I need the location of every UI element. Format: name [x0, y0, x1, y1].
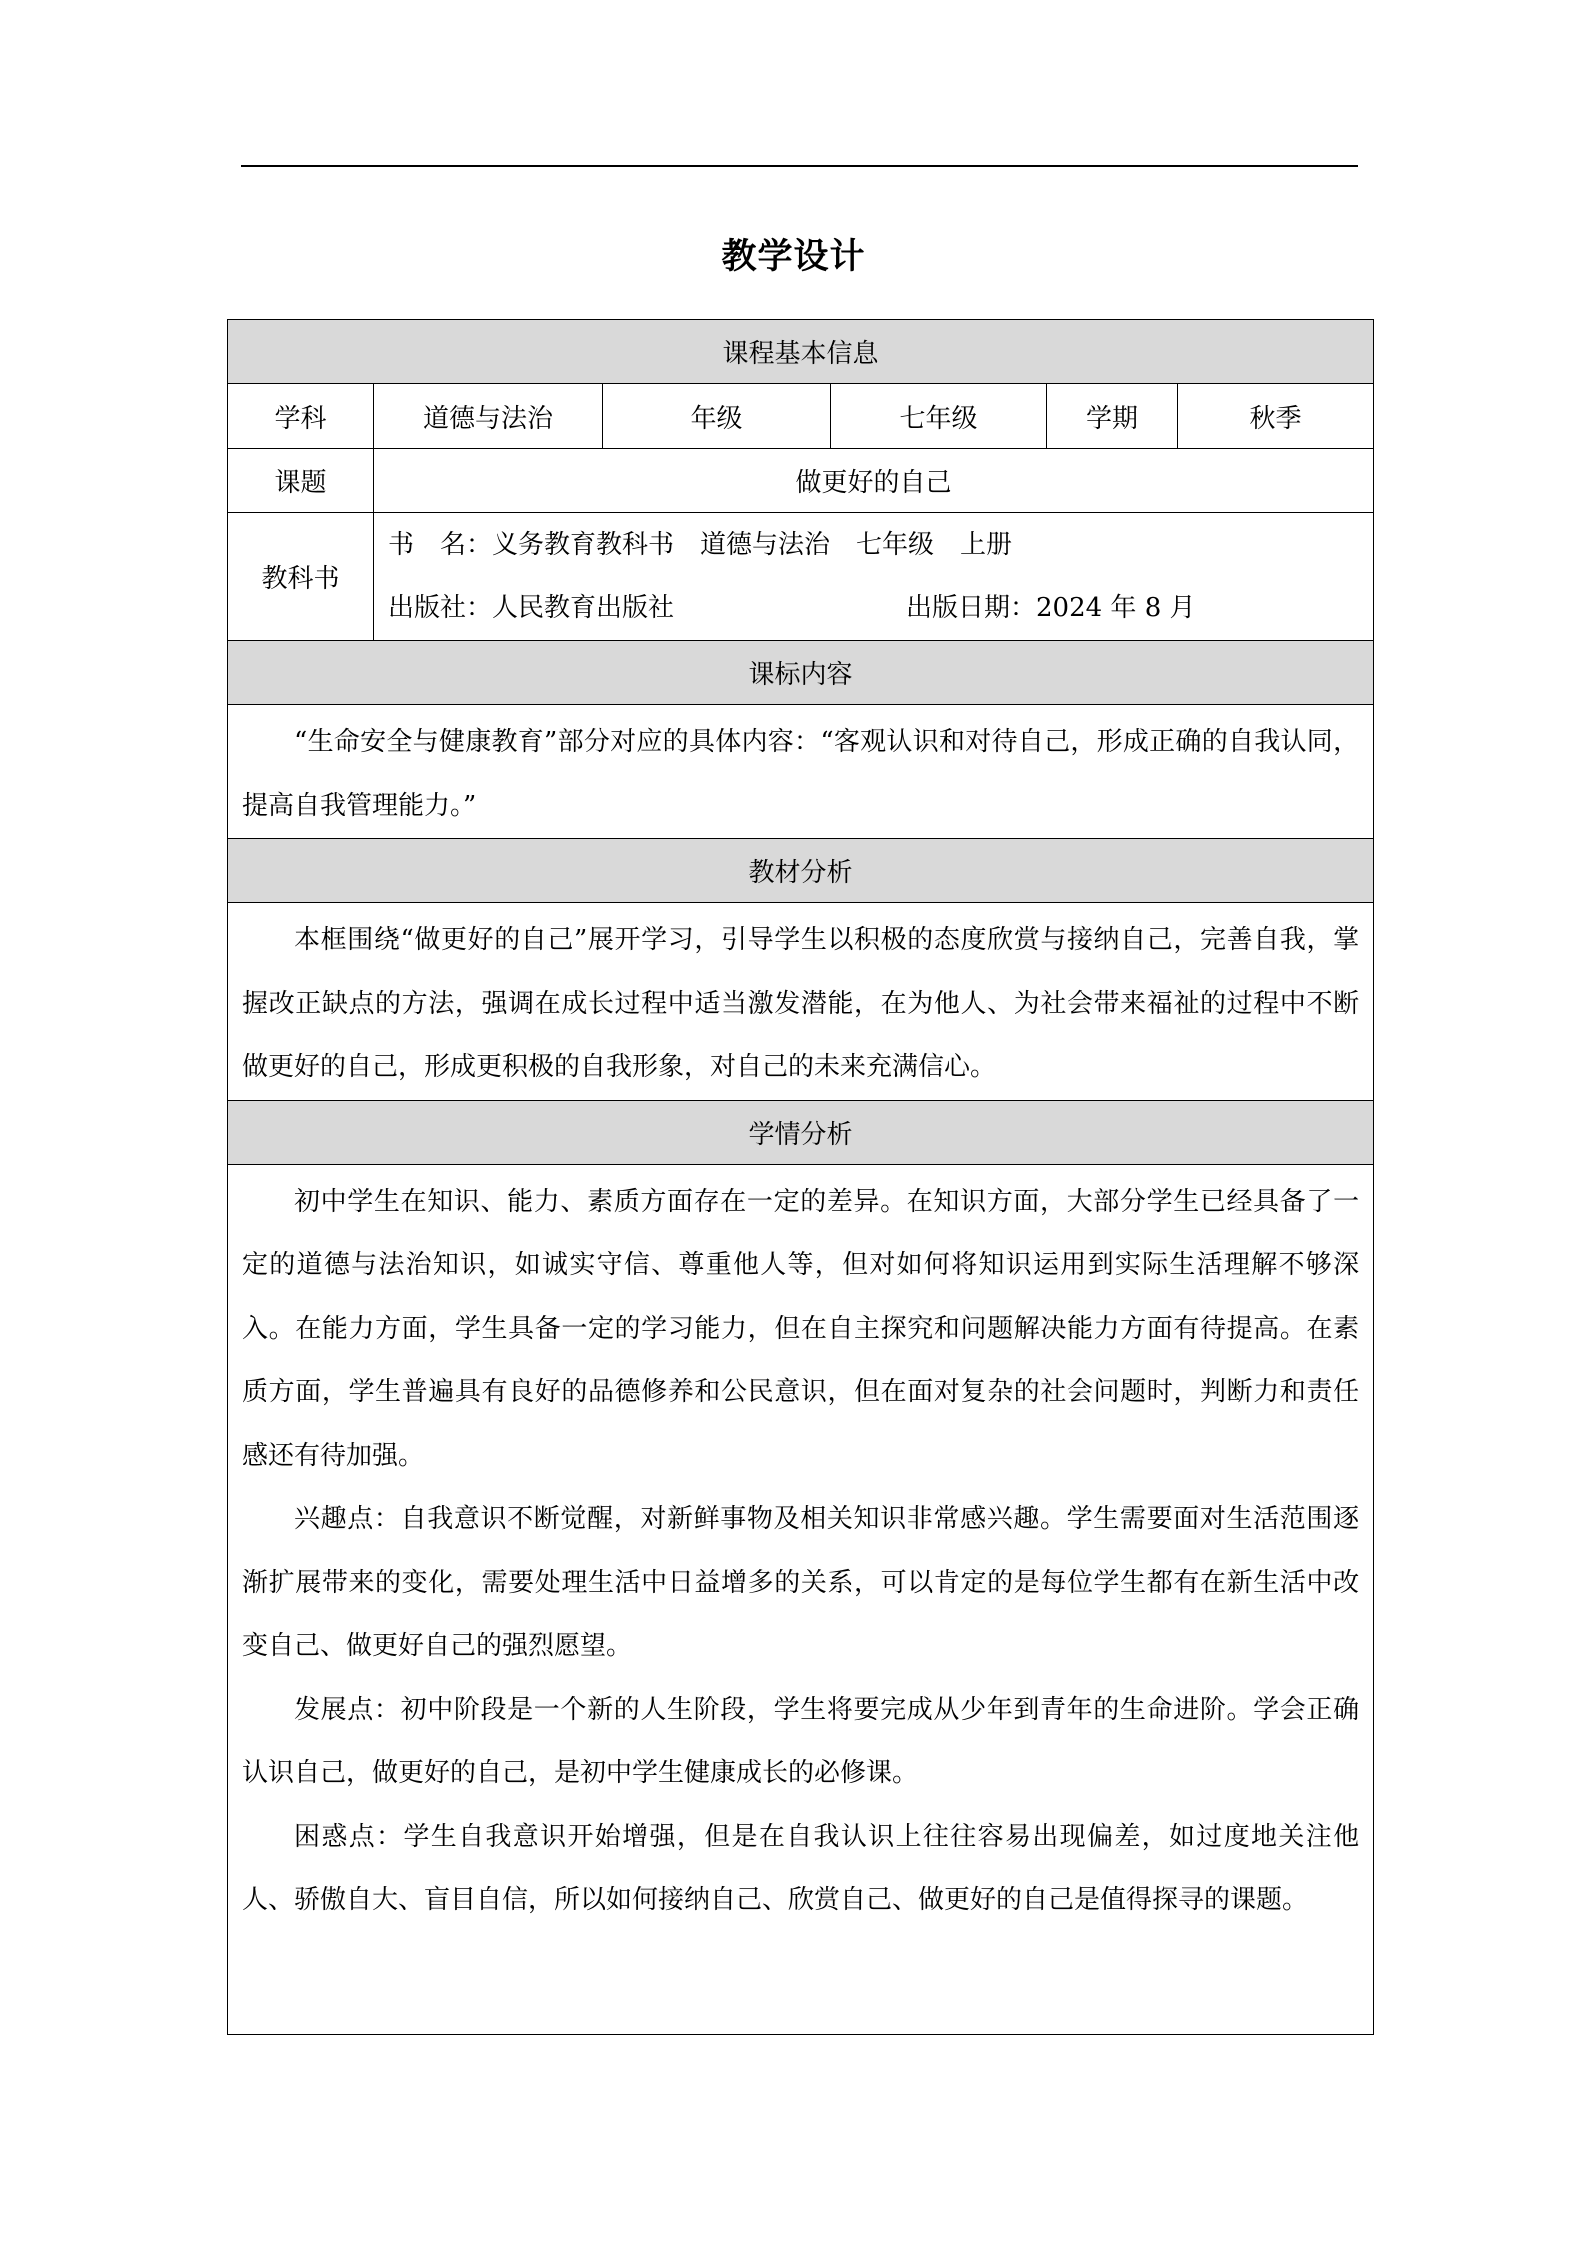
- topic-label: 课题: [228, 449, 374, 513]
- lesson-design-table: [227, 319, 1374, 2035]
- confusion-point-paragraph: 困惑点：学生自我意识开始增强，但是在自我认识上往往容易出现偏差，如过度地关注他人、骄傲自大、盲目自信，所以如何接纳自己、欣赏自己、做更好的自己是值得探寻的课题。: [242, 1821, 1360, 1915]
- student-analysis-content: [228, 1164, 1374, 2034]
- grade-value: 七年级: [831, 384, 1047, 449]
- term-value: 秋季: [1178, 384, 1374, 449]
- student-analysis-header: 学情分析: [228, 1100, 1374, 1164]
- student-analysis-paragraph: 初中学生在知识、能力、素质方面存在一定的差异。在知识方面，大部分学生已经具备了一定的道德与法治知识，如诚实守信、尊重他人等，但对如何将知识运用到实际生活理解不够深入。在能力方面，学生具备一定的学习能力，但在自主探究和问题解决能力方面有待提高。在素质方面，学生普遍具有良好的品德修养和公民意识，但在面对复杂的社会问题时，判断力和责任感还有待加强。: [242, 1186, 1360, 1471]
- textbook-name: 书 名：义务教育教科书 道德与法治 七年级 上册: [388, 529, 1013, 560]
- textbook-info: [374, 513, 1374, 641]
- topic-value: 做更好的自己: [374, 449, 1374, 513]
- subject-value: 道德与法治: [374, 384, 603, 449]
- development-point-paragraph: 发展点：初中阶段是一个新的人生阶段，学生将要完成从少年到青年的生命进阶。学会正确认识自己，做更好的自己，是初中学生健康成长的必修课。: [242, 1694, 1360, 1788]
- publisher: 出版社：人民教育出版社: [388, 592, 675, 623]
- material-analysis-content: [228, 903, 1374, 1101]
- interest-point-paragraph: 兴趣点：自我意识不断觉醒，对新鲜事物及相关知识非常感兴趣。学生需要面对生活范围逐渐扩展带来的变化，需要处理生活中日益增多的关系，可以肯定的是每位学生都有在新生活中改变自己、做更好自己的强烈愿望。: [242, 1504, 1360, 1661]
- textbook-label: 教科书: [228, 513, 374, 641]
- material-analysis-header: 教材分析: [228, 839, 1374, 903]
- document-title: 教学设计: [721, 236, 866, 277]
- publish-date: 出版日期：2024 年 8 月: [906, 592, 1196, 623]
- header-rule: [241, 165, 1358, 167]
- grade-label: 年级: [603, 384, 831, 449]
- curriculum-standard-text: “生命安全与健康教育”部分对应的具体内容：“客观认识和对待自己，形成正确的自我认同，提高自我管理能力。”: [242, 727, 1360, 821]
- material-analysis-text: 本框围绕“做更好的自己”展开学习，引导学生以积极的态度欣赏与接纳自己，完善自我，掌握改正缺点的方法，强调在成长过程中适当激发潜能，在为他人、为社会带来福祉的过程中不断做更好的自己，形成更积极的自我形象，对自己的未来充满信心。: [242, 925, 1360, 1082]
- basic-info-header: 课程基本信息: [228, 320, 1374, 384]
- curriculum-standard-content: [228, 705, 1374, 839]
- curriculum-standard-header: 课标内容: [228, 641, 1374, 705]
- subject-label: 学科: [228, 384, 374, 449]
- term-label: 学期: [1047, 384, 1178, 449]
- publisher-line: [388, 577, 1359, 640]
